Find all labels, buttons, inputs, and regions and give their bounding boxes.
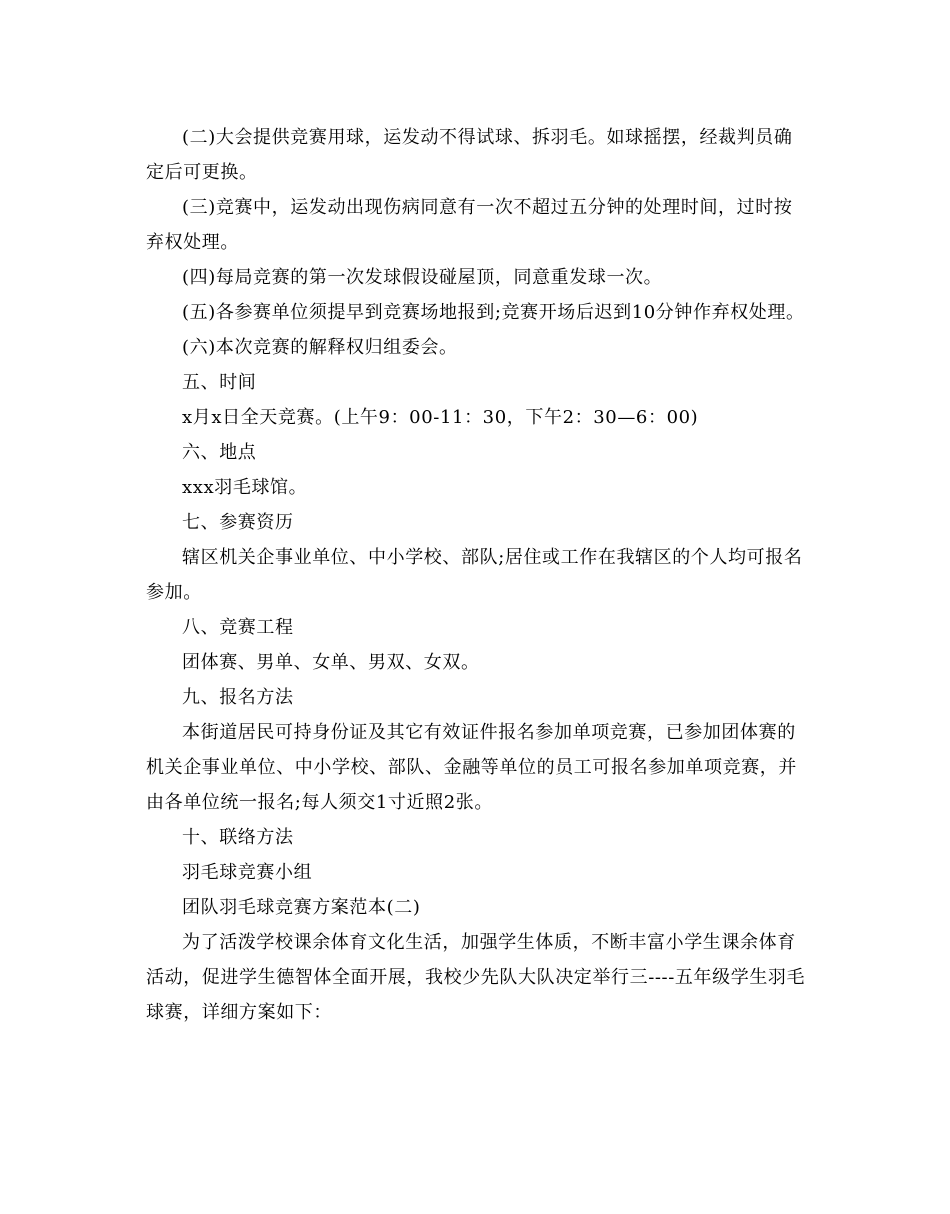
paragraph-rule-3: (三)竞赛中，运发动出现伤病同意有一次不超过五分钟的处理时间，过时按弃权处理。 xyxy=(146,197,793,253)
section-heading-events: 八、竞赛工程 xyxy=(182,617,294,638)
paragraph-rule-2: (二)大会提供竞赛用球，运发动不得试球、拆羽毛。如球摇摆，经裁判员确定后可更换。 xyxy=(146,127,793,183)
paragraph-intro: 为了活泼学校课余体育文化生活，加强学生体质，不断丰富小学生课余体育活动，促进学生德智体全面开展，我校少先队大队决定举行三----五年级学生羽毛球赛，详细方案如下： xyxy=(146,932,806,1023)
paragraph-registration: 本街道居民可持身份证及其它有效证件报名参加单项竞赛，已参加团体赛的机关企事业单位、中小学校、部队、金融等单位的员工可报名参加单项竞赛，并由各单位统一报名;每人须交1寸近照2张。 xyxy=(146,722,797,813)
section-heading-location: 六、地点 xyxy=(182,442,257,463)
document-subtitle: 团队羽毛球竞赛方案范本(二) xyxy=(182,897,421,918)
section-heading-registration: 九、报名方法 xyxy=(182,687,294,708)
paragraph-rule-4: (四)每局竞赛的第一次发球假设碰屋顶，同意重发球一次。 xyxy=(182,267,663,288)
section-heading-eligibility: 七、参赛资历 xyxy=(182,512,294,533)
section-heading-time: 五、时间 xyxy=(182,372,257,393)
paragraph-eligibility: 辖区机关企事业单位、中小学校、部队;居住或工作在我辖区的个人均可报名参加。 xyxy=(146,547,803,603)
section-heading-contact: 十、联络方法 xyxy=(182,827,294,848)
paragraph-location: xxx羽毛球馆。 xyxy=(182,477,308,498)
paragraph-contact: 羽毛球竞赛小组 xyxy=(182,862,313,883)
paragraph-rule-6: (六)本次竞赛的解释权归组委会。 xyxy=(182,337,458,358)
document-body xyxy=(146,120,810,1030)
paragraph-time: x月x日全天竞赛。(上午9：00-11：30，下午2：30—6：00) xyxy=(182,407,699,428)
paragraph-rule-5: (五)各参赛单位须提早到竞赛场地报到;竞赛开场后迟到10分钟作弃权处理。 xyxy=(182,302,805,323)
paragraph-events: 团体赛、男单、女单、男双、女双。 xyxy=(182,652,480,673)
